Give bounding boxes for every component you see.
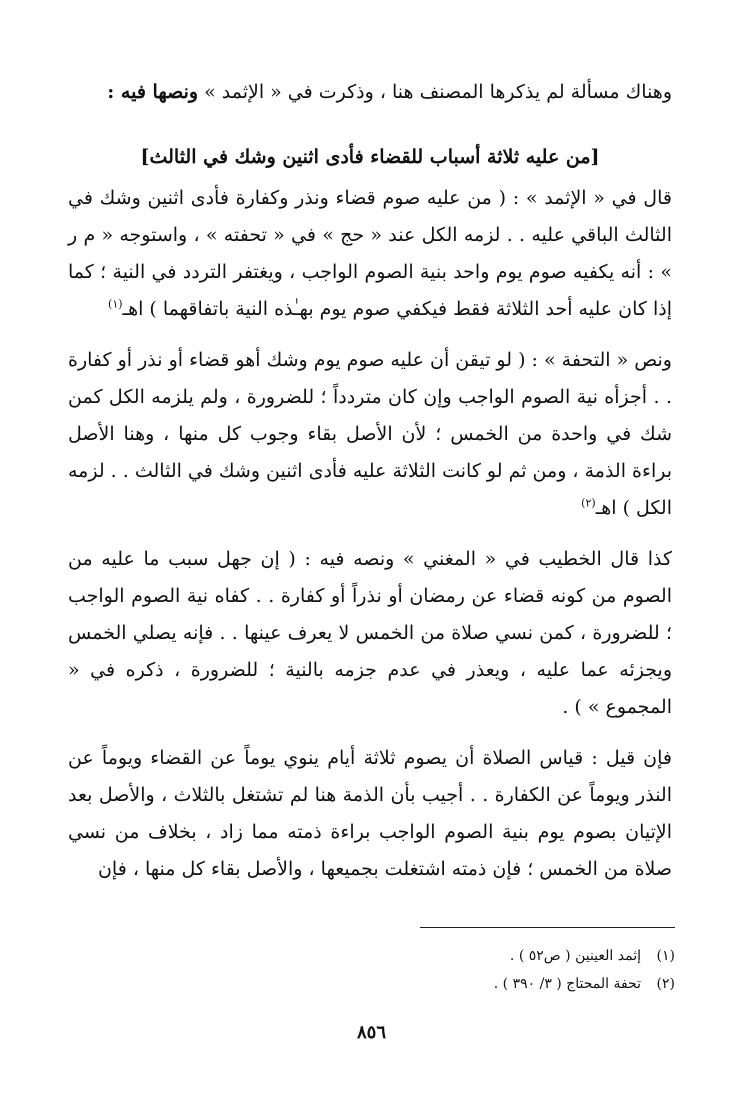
paragraph-4 bbox=[68, 740, 672, 888]
footnotes bbox=[295, 942, 675, 998]
footnote-divider bbox=[420, 927, 675, 928]
intro-text-bold: ونصها فيه : bbox=[107, 81, 199, 103]
footnote-ref-1[interactable]: (١) bbox=[108, 297, 123, 311]
footnote-ref-2[interactable]: (٢) bbox=[581, 496, 596, 510]
section-heading: [من عليه ثلاثة أسباب للقضاء فأدى اثنين وشك في الثالث] bbox=[140, 146, 600, 168]
main-text bbox=[68, 74, 672, 888]
paragraph-3-text: كذا قال الخطيب في « المغني » ونصه فيه : ( إن جهل سبب ما عليه من الصوم من كونه قضاء عن رمضان أو نذراً أو كفارة . . كفاه نية الصوم الواجب ؛ للضرورة ، كمن نسي صلاة من الخمس لا يعرف عينها . . فإنه يصلي الخمس ويجزئه عما عليه ، ويعذر في عدم جزمه بالنية ؛ للضرورة ، ذكره في « المجموع » ) . bbox=[68, 548, 672, 718]
intro-paragraph bbox=[68, 74, 672, 111]
footnote-1-text: إثمد العينين ( ص٥٢ ) . bbox=[509, 948, 641, 964]
paragraph-1-text: قال في « الإثمد » : ( من عليه صوم قضاء ونذر وكفارة فأدى اثنين وشك في الثالث الباقي عليه . . لزمه الكل عند « حج » في « تحفته » ، واستوجه « م ر » : أنه يكفيه صوم يوم واحد بنية الصوم الواجب ، ويغتفر التردد في النية ؛ كما إذا كان عليه أحد الثلاثة فقط فيكفي صوم يوم بهـٰذه النية باتفاقهما ) اهـ bbox=[68, 187, 672, 320]
paragraph-3 bbox=[68, 541, 672, 726]
footnote-1 bbox=[295, 942, 675, 970]
paragraph-1 bbox=[68, 180, 672, 328]
paragraph-2 bbox=[68, 342, 672, 527]
intro-text: وهناك مسألة لم يذكرها المصنف هنا ، وذكرت في « الإثمد » bbox=[198, 81, 672, 103]
footnote-2-text: تحفة المحتاج ( ٣/ ٣٩٠ ) . bbox=[493, 976, 641, 992]
paragraph-2-text: ونص « التحفة » : ( لو تيقن أن عليه صوم يوم وشك أهو قضاء أو نذر أو كفارة . . أجزأه نية الصوم الواجب وإن كان متردداً ؛ للضرورة ، ولم يلزمه الكل كمن شك في واحدة من الخمس ؛ لأن الأصل بقاء وجوب كل منها ، وهنا الأصل براءة الذمة ، ومن ثم لو كانت الثلاثة عليه فأدى اثنين وشك في الثالث . . لزمه الكل ) اهـ bbox=[68, 349, 672, 519]
footnote-2-number: (٢) bbox=[656, 976, 675, 992]
paragraph-4-text: فإن قيل : قياس الصلاة أن يصوم ثلاثة أيام ينوي يوماً عن القضاء ويوماً عن النذر ويوماً عن الكفارة . . أجيب بأن الذمة هنا لم تشتغل بالثلاث ، والأصل بعد الإتيان بصوم يوم بنية الصوم الواجب براءة ذمته مما زاد ، بخلاف من نسي صلاة من الخمس ؛ فإن ذمته اشتغلت بجميعها ، والأصل بقاء كل منها ، فإن bbox=[68, 747, 672, 880]
footnote-2 bbox=[295, 970, 675, 998]
page-number: ٨٥٦ bbox=[356, 1022, 386, 1043]
footnote-1-number: (١) bbox=[656, 948, 675, 964]
